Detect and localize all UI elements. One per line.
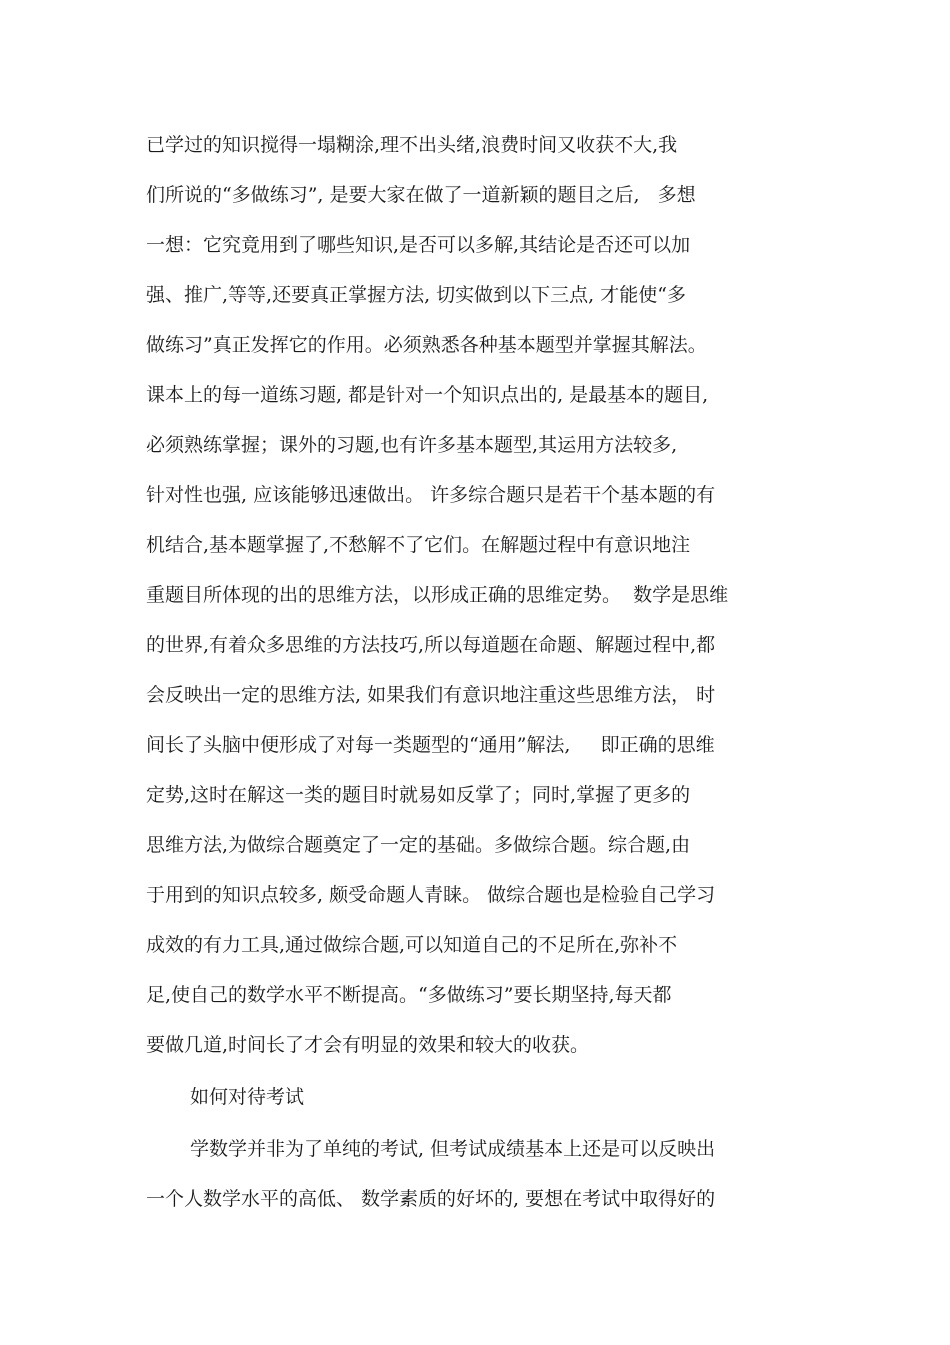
text-line: 做练习”真正发挥它的作用。必须熟悉各种基本题型并掌握其解法。	[146, 334, 707, 356]
text-line: 已学过的知识搅得一塌糊涂,理不出头绪,浪费时间又收获不大,我	[146, 134, 678, 156]
section-title: 如何对待考试	[190, 1086, 305, 1108]
text-line: 学数学并非为了单纯的考试, 但考试成绩基本上还是可以反映出	[190, 1138, 716, 1160]
text-line: 强、推广,等等,还要真正掌握方法, 切实做到以下三点, 才能使“多	[146, 284, 686, 306]
text-line: 一个人数学水平的高低、 数学素质的好坏的, 要想在考试中取得好的	[146, 1188, 716, 1210]
text-line: 重题目所体现的出的思维方法，以形成正确的思维定势。 数学是思维	[146, 584, 729, 606]
text-line: 成效的有力工具,通过做综合题,可以知道自己的不足所在,弥补不	[146, 934, 678, 956]
text-line: 的世界,有着众多思维的方法技巧,所以每道题在命题、解题过程中,都	[146, 634, 716, 656]
text-line: 会反映出一定的思维方法, 如果我们有意识地注重这些思维方法， 时	[146, 684, 716, 706]
text-line: 们所说的“多做练习”, 是要大家在做了一道新颖的题目之后, 多想	[146, 184, 696, 206]
text-line: 间长了头脑中便形成了对每一类题型的“通用”解法, 即正确的思维	[146, 734, 715, 756]
text-line: 定势,这时在解这一类的题目时就易如反掌了；同时,掌握了更多的	[146, 784, 691, 806]
text-line: 课本上的每一道练习题, 都是针对一个知识点出的, 是最基本的题目,	[146, 384, 709, 406]
text-line: 必须熟练掌握；课外的习题,也有许多基本题型,其运用方法较多,	[146, 434, 678, 456]
text-line: 足,使自己的数学水平不断提高。“多做练习”要长期坚持,每天都	[146, 984, 672, 1006]
text-line: 于用到的知识点较多, 颇受命题人青睐。 做综合题也是检验自己学习	[146, 884, 716, 906]
text-line: 思维方法,为做综合题奠定了一定的基础。多做综合题。综合题,由	[146, 834, 691, 856]
text-line: 一想：它究竟用到了哪些知识,是否可以多解,其结论是否还可以加	[146, 234, 691, 256]
text-line: 要做几道,时间长了才会有明显的效果和较大的收获。	[146, 1034, 590, 1056]
text-line: 针对性也强, 应该能够迅速做出。 许多综合题只是若干个基本题的有	[146, 484, 716, 506]
text-line: 机结合,基本题掌握了,不愁解不了它们。在解题过程中有意识地注	[146, 534, 691, 556]
